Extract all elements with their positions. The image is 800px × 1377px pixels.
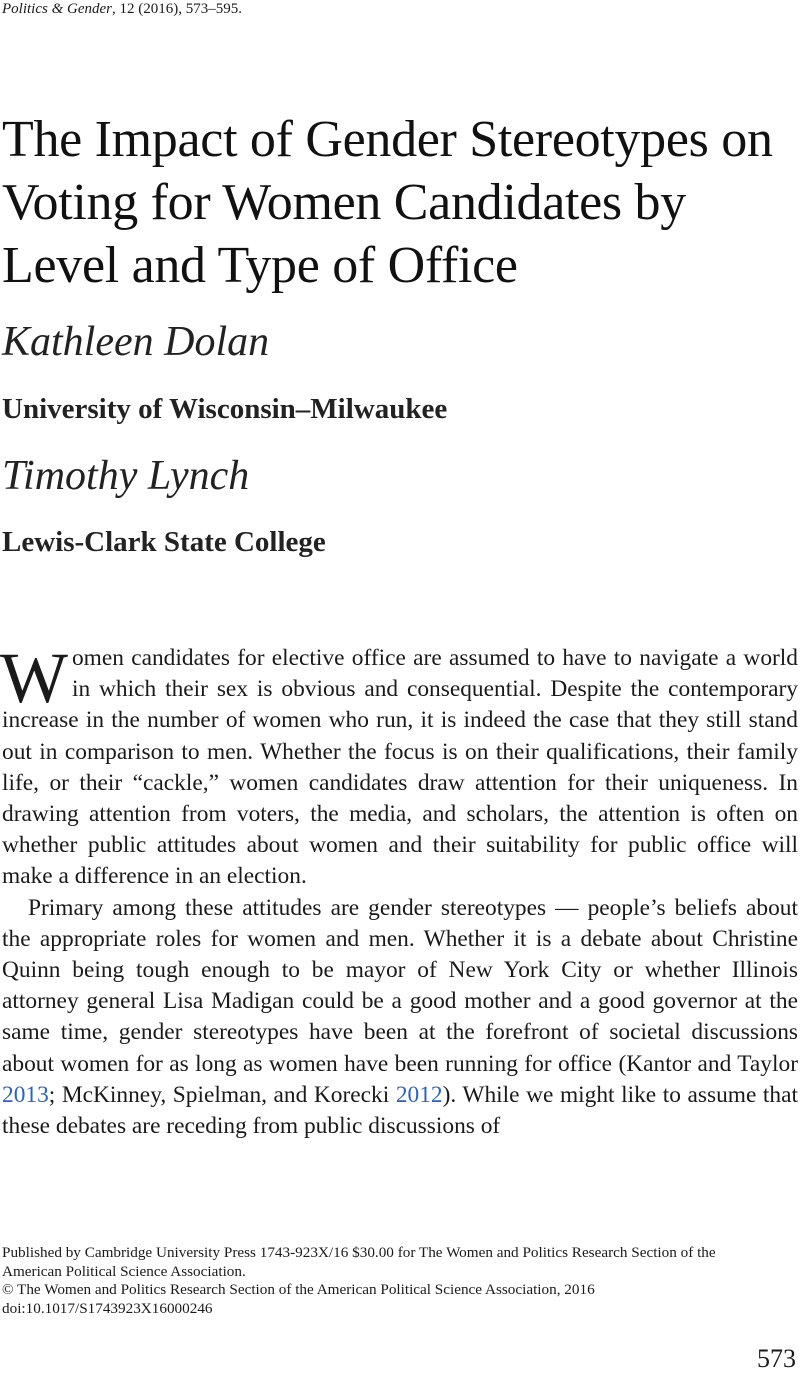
author-name: Kathleen Dolan <box>2 319 270 365</box>
paragraph-2-text-b: ; McKinney, Spielman, and Korecki <box>48 1081 396 1108</box>
publisher-line: Published by Cambridge University Press 1743-923X/16 $30.00 for The Women and Politics Research Section of the <box>2 1244 716 1261</box>
paragraph-1-text: omen candidates for elective office are assumed to have to navigate a world in which their sex is obvious and consequential. Despite the contemporary increase in the number of women who run, it is indeed the case that they still stand out in comparison to men. Whether the focus is on their qualifications, their family life, or their “cackle,” women candidates draw attention for their uniqueness. In drawing attention from voters, the media, and scholars, the attention is often on whether public attitudes about women and their suitability for public office will make a difference in an election. <box>2 645 798 890</box>
journal-name: Politics & Gender <box>2 1 112 17</box>
doi-line: doi:10.1017/S1743923X16000246 <box>2 1299 213 1317</box>
running-head <box>2 0 242 18</box>
author-affiliation: Lewis-Clark State College <box>2 526 326 558</box>
article-title: The Impact of Gender Stereotypes on Voting for Women Candidates by Level and Type of Office <box>2 111 773 294</box>
paragraph-2-text-c: ). While we might like to assume that these debates are receding from public discussions of <box>2 1081 799 1140</box>
drop-cap: W <box>0 638 68 718</box>
paragraph-2 <box>2 893 798 1143</box>
journal-citation: , 12 (2016), 573–595. <box>111 1 242 17</box>
page-number: 573 <box>757 1344 796 1373</box>
author-name: Timothy Lynch <box>2 453 250 499</box>
author-affiliation: University of Wisconsin–Milwaukee <box>2 393 448 425</box>
paragraph-2-text-a: Primary among these attitudes are gender stereotypes — people’s beliefs about the appropriate roles for women and men. Whether it is a debate about Christine Quinn being tough enough to be mayor of New York City or whether Illinois attorney general Lisa Madigan could be a good mother and a good governor at the same time, gender stereotypes have been at the forefront of societal discussions about women for as long as women have been running for office (Kantor and Taylor <box>2 894 798 1077</box>
citation-link-2012[interactable]: 2012 <box>395 1081 443 1108</box>
publisher-line-cont: American Political Science Association. <box>2 1262 246 1280</box>
publication-footnote <box>2 1244 800 1318</box>
paragraph-1 <box>0 638 798 893</box>
citation-link-2013[interactable]: 2013 <box>2 1081 49 1108</box>
article-body <box>0 638 799 1142</box>
copyright-line: © The Women and Politics Research Section of the American Political Science Association, 2016 <box>2 1281 595 1299</box>
